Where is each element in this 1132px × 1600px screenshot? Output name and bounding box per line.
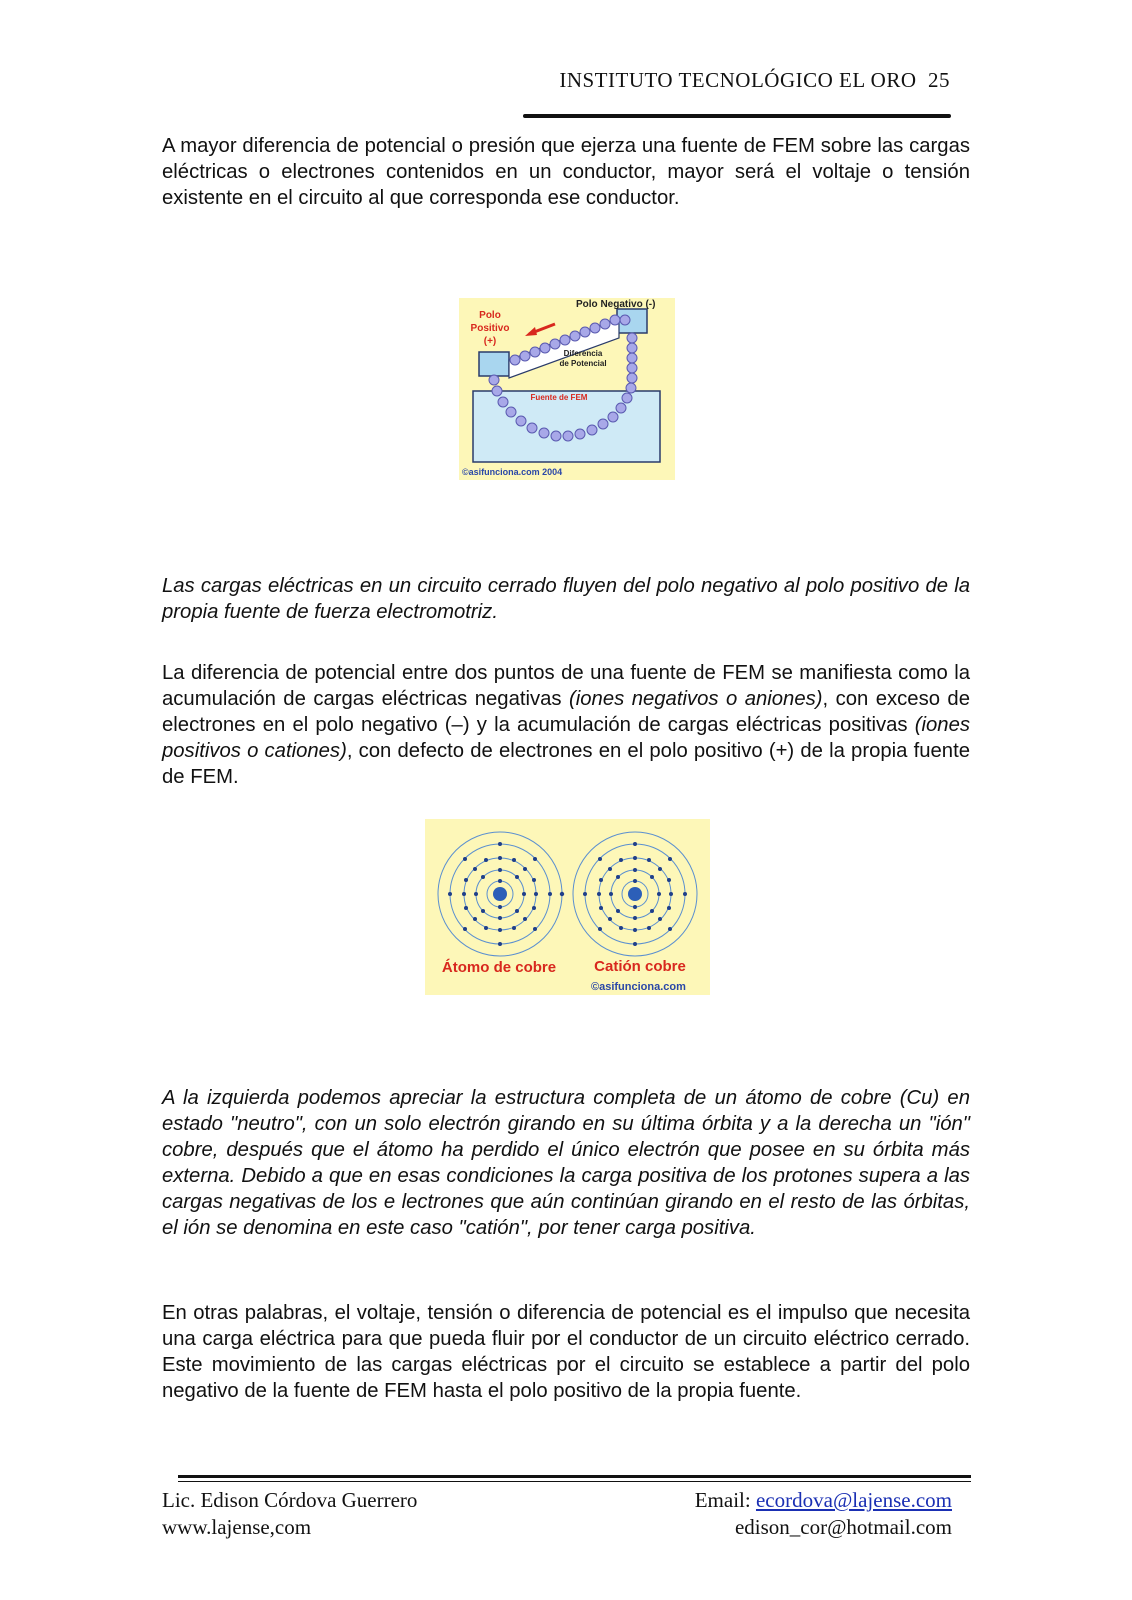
p3-cations: (iones positivos o cationes) [162,714,970,762]
figure1-credit: ©asifunciona.com 2004 [462,467,563,477]
header-rule [523,114,951,118]
paragraph-potential-difference [162,660,970,790]
footer-website: www.lajense,com [162,1515,312,1539]
label-fem-source: Fuente de FEM [530,393,588,402]
label-positive-pole-3: (+) [483,336,497,347]
footer-author: Lic. Edison Córdova Guerrero [162,1488,418,1512]
positive-terminal [479,352,509,376]
footer-email-link[interactable]: ecordova@lajense.com [755,1488,952,1512]
paragraph-fem-pressure: A mayor diferencia de potencial o presión que ejerza una fuente de FEM sobre las cargas eléctricas o electrones contenidos en un conductor, mayor será el voltaje o tensión existente en el circuito al que corresponda ese conductor. [162,135,970,209]
page-number: 25 [928,68,950,92]
footer-email-secondary: edison_cor@hotmail.com [734,1515,952,1539]
label-copper-atom: Átomo de cobre [441,959,557,976]
paragraph-copper-cation: A la izquierda podemos apreciar la estructura completa de un átomo de cobre (Cu) en estado "neutro", con un solo electrón girando en su última órbita y a la derecha un "ión" cobre, después que el átomo ha perdido el único electrón que posee en su órbita más externa. Debido a que en esas condiciones la carga positiva de los protones supera a las cargas negativas de los e lectrones que aún continúan girando en el resto de las órbitas, el ión se denomina en este caso "catión", por tener carga positiva. [162,1087,970,1239]
cation-nucleus [628,887,642,901]
label-negative-pole: Polo Negativo (-) [576,299,656,310]
p3-anions: (iones negativos o aniones) [569,688,823,710]
figure2-credit: ©asifunciona.com [591,981,686,993]
footer-rule-thick [178,1475,971,1478]
institution-title: INSTITUTO TECNOLÓGICO EL ORO [559,68,917,92]
label-copper-cation: Catión cobre [594,958,686,975]
label-difference-1: Diferencia [563,349,603,358]
atom-nucleus [493,887,507,901]
paragraph-charge-flow: Las cargas eléctricas en un circuito cerrado fluyen del polo negativo al polo positivo de la propia fuente de fuerza electromotriz. [162,575,970,623]
footer-rule-thin [178,1481,971,1482]
footer-right [620,1487,952,1541]
label-positive-pole-2: Positivo [470,323,510,334]
label-positive-pole-1: Polo [479,310,501,321]
footer-left [162,1487,417,1541]
p3-text-a: La diferencia de potencial entre dos puntos de una fuente de FEM se manifiesta como la acumulación de cargas eléctricas negativas [162,662,970,710]
fem-source-diagram [459,298,675,480]
label-difference-2: de Potencial [559,359,607,368]
page-header [520,68,950,93]
footer-email-label: Email: [694,1488,756,1512]
paragraph-voltage-impulse: En otras palabras, el voltaje, tensión o diferencia de potencial es el impulso que necesita una carga eléctrica para que pueda fluir por el conductor de un circuito eléctrico cerrado. Este movimiento de las cargas eléctricas por el circuito se establece a partir del polo negativo de la fuente de FEM hasta el polo positivo de la propia fuente. [162,1302,970,1402]
copper-atom-diagram [425,819,710,995]
p3-text-c: , con exceso de electrones en el polo negativo (–) y la acumulación de cargas eléctricas positivas [162,688,970,736]
p3-text-e: , con defecto de electrones en el polo positivo (+) de la propia fuente de FEM. [162,740,970,788]
